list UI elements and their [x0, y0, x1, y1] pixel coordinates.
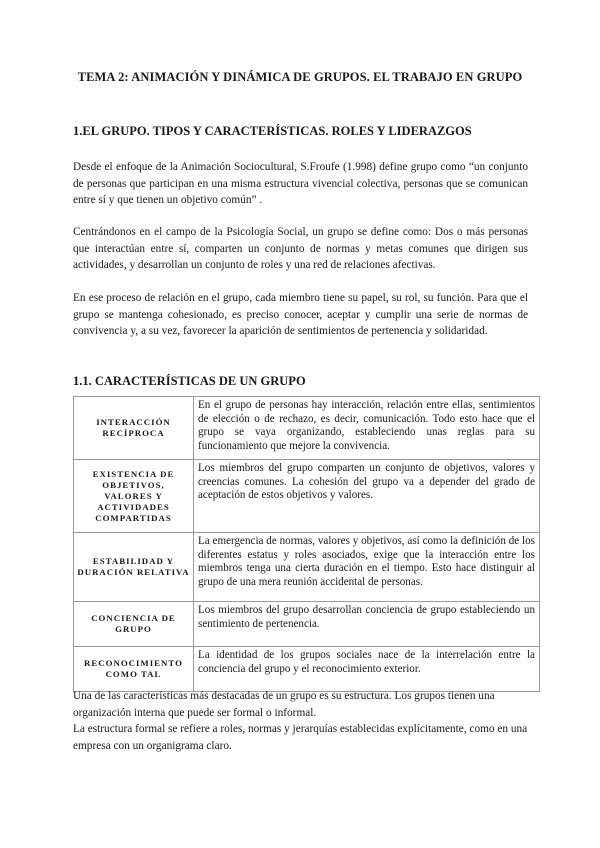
section-heading: 1.EL GRUPO. TIPOS Y CARACTERÍSTICAS. ROLES Y LIDERAZGOS — [73, 124, 472, 138]
characteristics-table — [73, 396, 540, 692]
characteristic-label: ESTABILIDAD Y DURACIÓN RELATIVA — [74, 533, 194, 602]
table-row — [74, 460, 540, 533]
characteristic-description: La identidad de los grupos sociales nace de la interrelación entre la conciencia del grupo y el reconocimiento exterior. — [194, 647, 540, 692]
paragraph: Una de las características más destacadas de un grupo es su estructura. Los grupos tienen una organización interna que puede ser formal o informal. — [73, 690, 495, 719]
table-row — [74, 647, 540, 692]
characteristic-label: EXISTENCIA DE OBJETIVOS, VALORES Y ACTIVIDADES COMPARTIDAS — [74, 460, 194, 533]
table-row — [74, 397, 540, 460]
paragraph: Centrándonos en el campo de la Psicología Social, un grupo se define como: Dos o más personas que interactúan entre sí, comparten un conjunto de normas y metas comunes que dirigen sus actividades, y desarrollan un conjunto de roles y una red de relaciones afectivas. — [73, 226, 528, 271]
characteristic-label: RECONOCIMIENTO COMO TAL — [74, 647, 194, 692]
paragraph: Desde el enfoque de la Animación Sociocultural, S.Froufe (1.998) define grupo como “un conjunto de personas que participan en una misma estructura vivencial colectiva, personas que se comunican entre sí y que tienen un objetivo común” . — [73, 161, 528, 206]
subsection-heading: 1.1. CARACTERÍSTICAS DE UN GRUPO — [73, 374, 306, 388]
characteristic-description: En el grupo de personas hay interacción, relación entre ellas, sentimientos de elección o de rechazo, es decir, comunicación. Todo esto hace que el grupo se vaya organizando, estableciendo unas reglas para su funcionamiento que mejore la convivencia. — [194, 397, 540, 460]
characteristic-label: INTERACCIÓN RECÍPROCA — [74, 397, 194, 460]
document-title: TEMA 2: ANIMACIÓN Y DINÁMICA DE GRUPOS. EL TRABAJO EN GRUPO — [77, 70, 523, 84]
characteristic-description: Los miembros del grupo desarrollan conciencia de grupo estableciendo un sentimiento de pertenencia. — [194, 602, 540, 647]
characteristic-description: Los miembros del grupo comparten un conjunto de objetivos, valores y creencias comunes. La cohesión del grupo va a depender del grado de aceptación de estos objetivos y valores. — [194, 460, 540, 533]
characteristic-label: CONCIENCIA DE GRUPO — [74, 602, 194, 647]
table-row — [74, 533, 540, 602]
characteristic-description: La emergencia de normas, valores y objetivos, así como la definición de los diferentes estatus y roles asociados, exige que la interacción entre los miembros tenga una cierta duración en el tiempo. Esto hace distinguir al grupo de una mera reunión accidental de personas. — [194, 533, 540, 602]
table-row — [74, 602, 540, 647]
paragraph: La estructura formal se refiere a roles, normas y jerarquías establecidas explícitamente, como en una empresa con un organigrama claro. — [73, 723, 528, 752]
paragraph: En ese proceso de relación en el grupo, cada miembro tiene su papel, su rol, su función. Para que el grupo se mantenga cohesionado, es preciso conocer, aceptar y cumplir una serie de normas de convivencia y, a su vez, favorecer la aparición de sentimientos de pertenencia y solidaridad. — [73, 292, 528, 337]
